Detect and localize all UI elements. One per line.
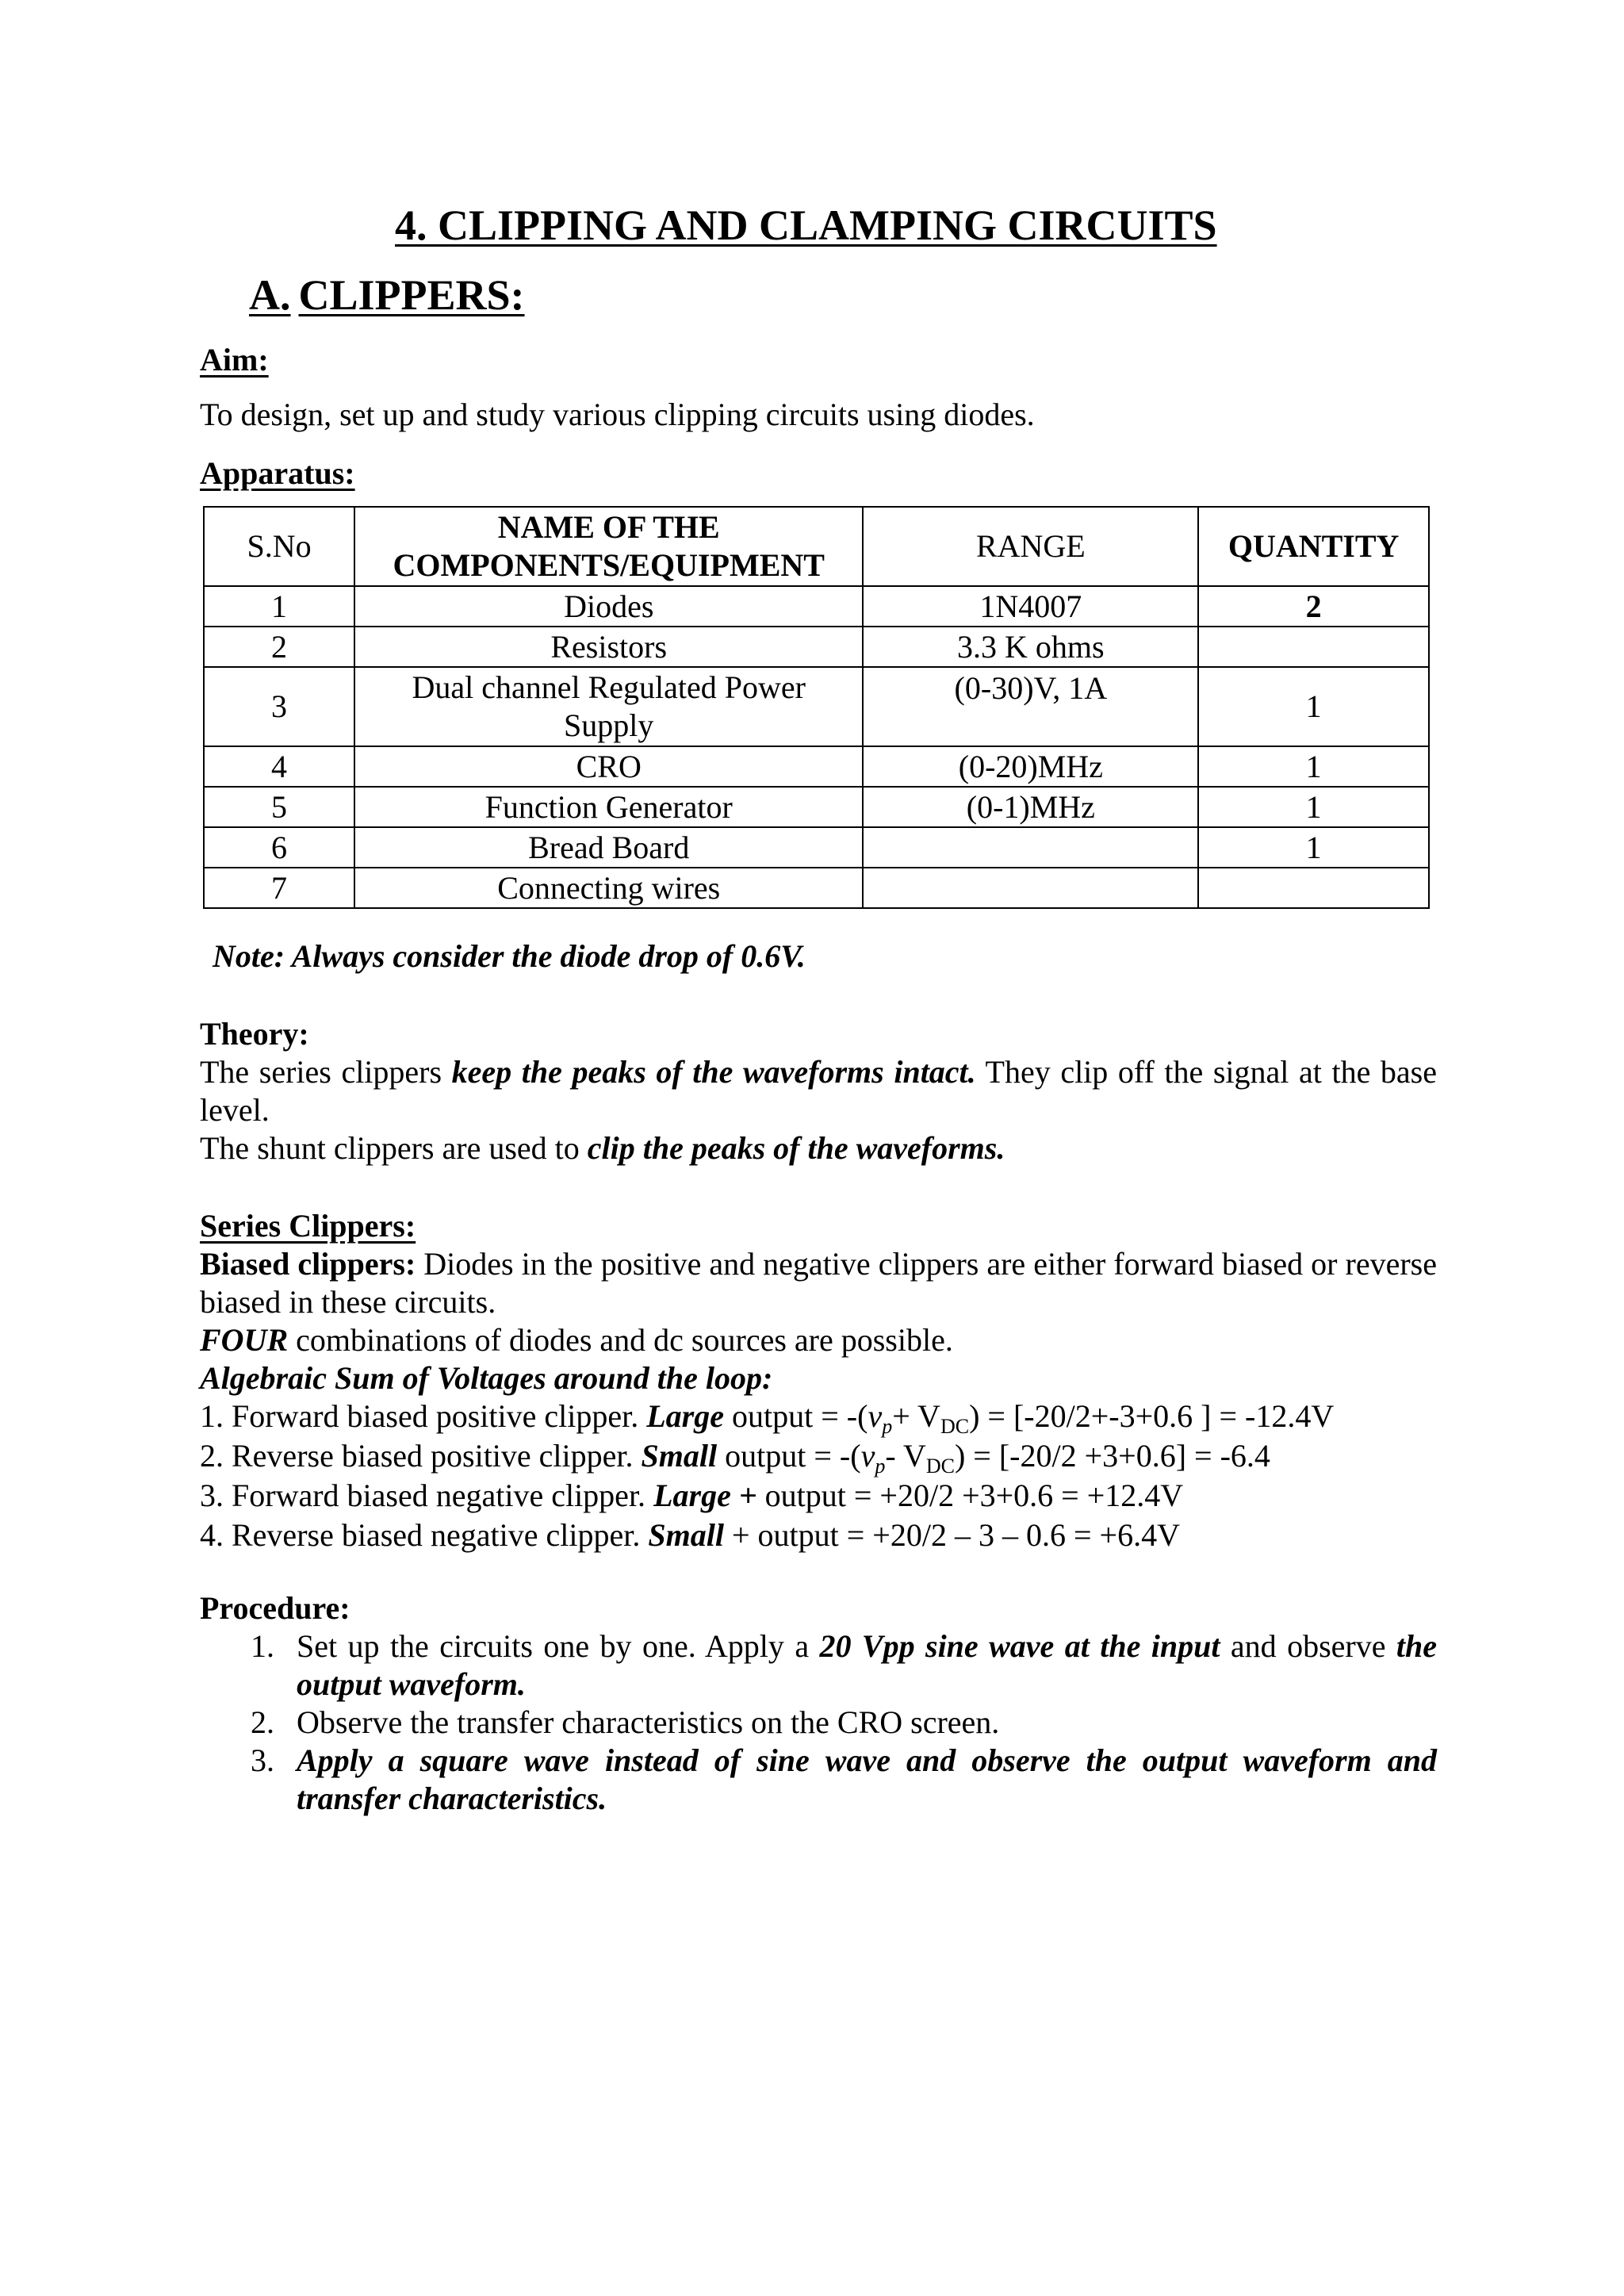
header-range: RANGE <box>863 507 1198 586</box>
eq3-c: output = +20/2 +3+0.6 = +12.4V <box>756 1478 1184 1513</box>
theory-p1-c: They clip off the signal at the base level. <box>200 1054 1437 1128</box>
apparatus-table <box>203 506 1430 909</box>
equation-line-2 <box>200 1437 1270 1478</box>
four-combinations-line <box>200 1321 953 1359</box>
four-text: combinations of diodes and dc sources are possible. <box>288 1322 953 1358</box>
eq1-emphasis: Large <box>646 1398 724 1434</box>
table-row <box>204 787 1429 827</box>
table-row <box>204 868 1429 908</box>
cell-name: Resistors <box>354 627 863 667</box>
cell-name: Connecting wires <box>354 868 863 908</box>
eq1-c: output = -( <box>724 1398 868 1434</box>
cell-range <box>863 868 1198 908</box>
header-name-line2: COMPONENTS/EQUIPMENT <box>393 547 825 583</box>
header-name <box>354 507 863 586</box>
step-1-c: and observe <box>1220 1628 1396 1664</box>
theory-p1-a: The series clippers <box>200 1054 452 1090</box>
eq4-emphasis: Small <box>648 1517 724 1553</box>
cell-range: (0-20)MHz <box>863 746 1198 787</box>
table-row <box>204 627 1429 667</box>
biased-clippers-label: Biased clippers: <box>200 1246 416 1282</box>
eq4-a: 4. Reverse biased negative clipper. <box>200 1517 649 1553</box>
section-heading <box>249 270 525 320</box>
cell-sno: 4 <box>204 746 354 787</box>
aim-text: To design, set up and study various clipping circuits using diodes. <box>200 397 1035 432</box>
section-name: CLIPPERS: <box>298 271 525 319</box>
eq2-c: output = -( <box>717 1438 861 1474</box>
equation-line-3 <box>200 1477 1183 1515</box>
table-row <box>204 667 1429 746</box>
step-1-emphasis-2: the output waveform. <box>297 1628 1437 1702</box>
theory-paragraph-2 <box>200 1129 1005 1167</box>
cell-qty: 2 <box>1198 586 1429 627</box>
cell-name: CRO <box>354 746 863 787</box>
biased-clippers-text: Diodes in the positive and negative clippers are either forward biased or reverse biased in these circuits. <box>200 1246 1437 1320</box>
theory-p2-emphasis: clip the peaks of the waveforms. <box>587 1130 1005 1166</box>
cell-name: Diodes <box>354 586 863 627</box>
cell-sno: 5 <box>204 787 354 827</box>
eq2-e: ) = [-20/2 +3+0.6] = -6.4 <box>954 1438 1270 1474</box>
step-1-text <box>297 1627 1437 1704</box>
cell-sno: 7 <box>204 868 354 908</box>
cell-name: Function Generator <box>354 787 863 827</box>
table-row <box>204 586 1429 627</box>
step-3-text: Apply a square wave instead of sine wave and observe the output waveform and transfer characteristics. <box>297 1742 1437 1816</box>
page-title: 4. CLIPPING AND CLAMPING CIRCUITS <box>395 201 1217 249</box>
step-1-emphasis: 20 Vpp sine wave at the input <box>819 1628 1220 1664</box>
cell-name: Bread Board <box>354 827 863 868</box>
cell-sno: 1 <box>204 586 354 627</box>
cell-range <box>863 827 1198 868</box>
eq2-a: 2. Reverse biased positive clipper. <box>200 1438 642 1474</box>
eq2-dc: DC <box>925 1455 955 1478</box>
cell-qty: 1 <box>1198 827 1429 868</box>
step-2-text: Observe the transfer characteristics on the CRO screen. <box>297 1704 1000 1740</box>
note-text: Note: Always consider the diode drop of 0.6V. <box>213 938 806 974</box>
section-letter: A. <box>249 271 291 319</box>
eq1-d: + V <box>892 1398 940 1434</box>
header-quantity: QUANTITY <box>1198 507 1429 586</box>
algebraic-sum-heading: Algebraic Sum of Voltages around the loop: <box>200 1360 773 1396</box>
cell-sno: 3 <box>204 667 354 746</box>
biased-clippers-paragraph <box>200 1245 1437 1321</box>
eq2-d: - V <box>885 1438 926 1474</box>
aim-label: Aim: <box>200 342 269 378</box>
series-clippers-label: Series Clippers: <box>200 1208 416 1244</box>
procedure-label: Procedure: <box>200 1590 350 1626</box>
eq2-v: v <box>860 1438 875 1474</box>
cell-name: Dual channel Regulated Power Supply <box>354 667 863 746</box>
eq1-e: ) = [-20/2+-3+0.6 ] = -12.4V <box>969 1398 1335 1434</box>
step-2-number: 2. <box>251 1704 274 1740</box>
cell-range: (0-1)MHz <box>863 787 1198 827</box>
theory-label: Theory: <box>200 1016 309 1052</box>
cell-qty <box>1198 627 1429 667</box>
step-1-number: 1. <box>251 1628 274 1664</box>
cell-qty <box>1198 868 1429 908</box>
eq1-dc: DC <box>940 1415 970 1438</box>
equation-line-1 <box>200 1397 1335 1438</box>
eq2-emphasis: Small <box>641 1438 718 1474</box>
header-sno: S.No <box>204 507 354 586</box>
cell-sno: 2 <box>204 627 354 667</box>
apparatus-label: Apparatus: <box>200 455 355 491</box>
table-row <box>204 827 1429 868</box>
equation-line-4 <box>200 1516 1180 1554</box>
eq1-a: 1. Forward biased positive clipper. <box>200 1398 647 1434</box>
cell-range: 3.3 K ohms <box>863 627 1198 667</box>
cell-range: (0-30)V, 1A <box>863 667 1198 746</box>
table-row <box>204 746 1429 787</box>
eq2-p: p <box>875 1455 886 1478</box>
theory-p1-emphasis: keep the peaks of the waveforms intact. <box>451 1054 976 1090</box>
cell-sno: 6 <box>204 827 354 868</box>
theory-paragraph-1 <box>200 1053 1437 1129</box>
four-emphasis: FOUR <box>200 1322 289 1358</box>
theory-p2-a: The shunt clippers are used to <box>200 1130 588 1166</box>
cell-qty: 1 <box>1198 746 1429 787</box>
cell-qty: 1 <box>1198 667 1429 746</box>
step-3-number: 3. <box>251 1742 274 1778</box>
eq3-a: 3. Forward biased negative clipper. <box>200 1478 654 1513</box>
step-1-a: Set up the circuits one by one. Apply a <box>297 1628 820 1664</box>
header-name-line1: NAME OF THE <box>497 509 720 545</box>
eq3-emphasis: Large + <box>653 1478 757 1513</box>
eq1-v: v <box>868 1398 883 1434</box>
eq1-p: p <box>882 1415 893 1438</box>
cell-range: 1N4007 <box>863 586 1198 627</box>
cell-qty: 1 <box>1198 787 1429 827</box>
table-header-row <box>204 507 1429 586</box>
eq4-c: + output = +20/2 – 3 – 0.6 = +6.4V <box>723 1517 1180 1553</box>
